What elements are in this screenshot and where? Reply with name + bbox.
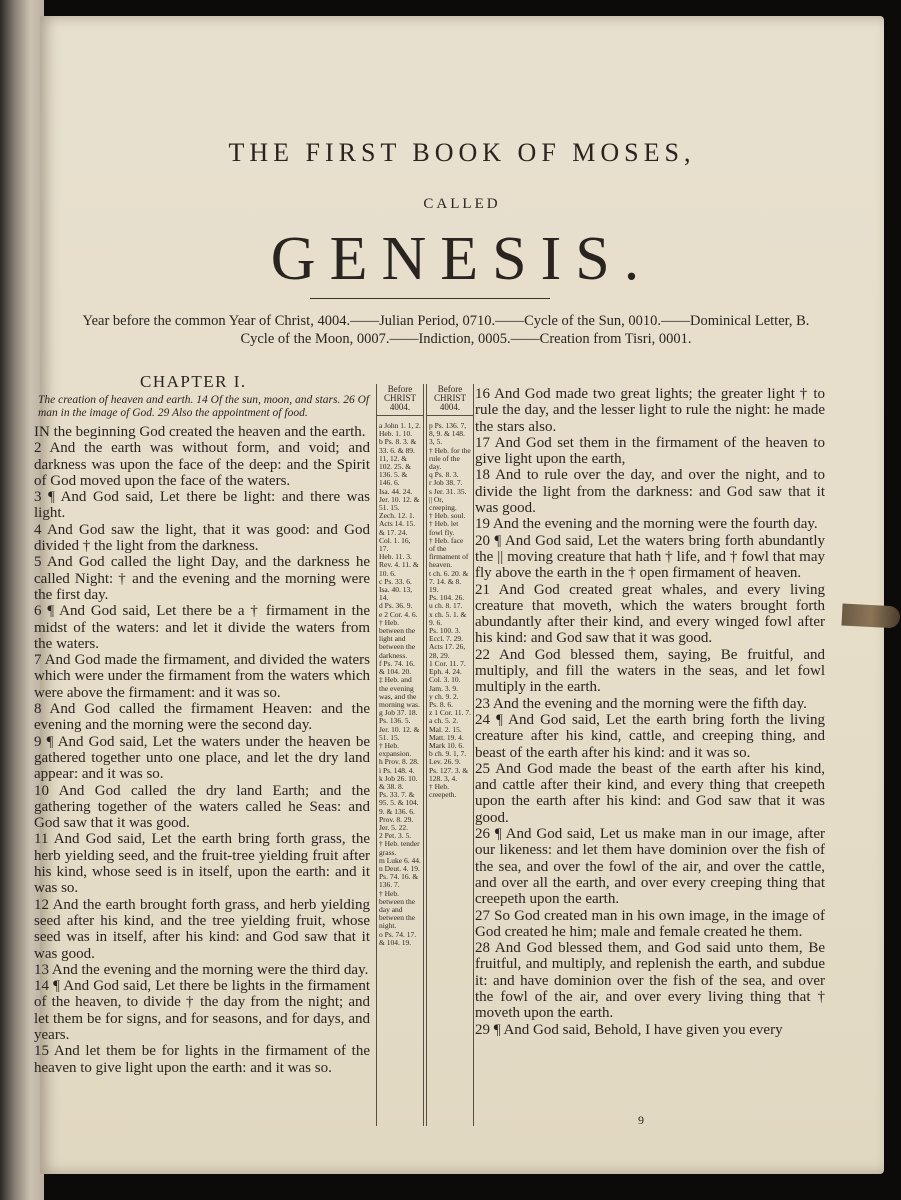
margin-header-word: Before bbox=[437, 384, 463, 394]
margin-reference: p Ps. 136. 7, 8, 9. & 148. 3, 5. bbox=[429, 421, 467, 447]
verse: 14 ¶ And God said, Let there be lights in the firmament of the heaven, to divide † the day from the night; and let them be for signs, and for seasons, and for days, and years. bbox=[34, 978, 370, 1043]
verse: 7 And God made the firmament, and divided the waters which were under the firmament from the waters which were above the firmament: and it was so. bbox=[34, 652, 370, 701]
margin-reference: † Heb. let fowl fly. bbox=[429, 519, 459, 537]
margin-reference: y ch. 9. 2. bbox=[429, 691, 459, 701]
margin-reference: s Jer. 31. 35. bbox=[429, 486, 467, 496]
verse: 23 And the evening and the morning were the fifth day. bbox=[475, 695, 807, 712]
margin-reference: ‡ Heb. and the evening was, and the morning was. bbox=[379, 675, 420, 709]
margin-reference: † Heb. between the day and between the night. bbox=[379, 888, 416, 931]
margin-reference: † Heb. expansion. bbox=[379, 740, 412, 759]
margin-reference: Heb. 11. 3. bbox=[379, 552, 412, 562]
margin-reference: f Ps. 74. 16. & 104. 20. bbox=[379, 658, 415, 677]
verse: 3 ¶ And God said, Let there be light: and there was light. bbox=[34, 489, 370, 522]
verse: 13 And the evening and the morning were the third day. bbox=[34, 961, 369, 978]
verse: 29 ¶ And God said, Behold, I have given you every bbox=[475, 1021, 783, 1038]
page-number: 9 bbox=[638, 1113, 644, 1127]
margin-reference: r Job 38. 7. bbox=[429, 478, 463, 488]
margin-reference: Col. 1. 16, 17. bbox=[379, 535, 411, 554]
verse: 20 ¶ And God said, Let the waters bring forth abundantly the || moving creature that hath † life, and † fowl that may fly above the earth in the † open firmament of heaven. bbox=[475, 532, 825, 582]
margin-reference: o Ps. 74. 17. & 104. 19. bbox=[379, 929, 417, 947]
margin-reference: Prov. 8. 29. bbox=[379, 814, 414, 824]
margin-reference: h Prov. 8. 28. bbox=[379, 757, 419, 767]
chronology-line-2: Cycle of the Moon, 0007.——Indiction, 0005.——Creation from Tisri, 0001. bbox=[240, 331, 692, 347]
margin-reference: † Heb. soul. bbox=[429, 511, 466, 521]
margin-reference: g Job 37. 18. bbox=[379, 708, 418, 718]
margin-reference: Jer. 5. 22. bbox=[379, 822, 408, 832]
margin-reference: t ch. 6. 20. & 7. 14. & 8. 19. bbox=[429, 568, 469, 595]
margin-reference: Mark 10. 6. bbox=[429, 740, 464, 750]
chronology-line-1: Year before the common Year of Christ, 4004.——Julian Period, 0710.——Cycle of the Sun, 0010.——Dominical Letter, B. bbox=[82, 313, 810, 329]
margin-references-column-b bbox=[426, 384, 474, 1126]
left-text-column bbox=[34, 424, 370, 1076]
margin-reference: † Heb. for the rule of the day. bbox=[429, 445, 471, 472]
verse: 18 And to rule over the day, and over the night, and to divide the light from the darkness: and God saw that it was good. bbox=[475, 467, 825, 517]
margin-reference: † Heb. creepeth. bbox=[429, 781, 457, 800]
verse: 12 And the earth brought forth grass, and herb yielding seed after his kind, and the tree yielding fruit, whose seed was in itself, after his kind: and God saw that it was good. bbox=[34, 896, 370, 962]
verse: 5 And God called the light Day, and the darkness he called Night: † and the evening and the morning were the first day. bbox=[34, 554, 370, 603]
margin-reference: q Ps. 8. 3. bbox=[429, 470, 459, 480]
verse: 26 ¶ And God said, Let us make man in our image, after our likeness: and let them have dominion over the fish of the sea, and over the fowl of the air, and over the cattle, and over all the earth, and over every creeping thing that creepeth upon the earth. bbox=[475, 826, 825, 908]
margin-reference: Eph. 4. 24. bbox=[429, 667, 462, 677]
margin-header-word: CHRIST bbox=[383, 393, 416, 403]
margin-reference: m Luke 6. 44. bbox=[379, 855, 421, 865]
right-text-column bbox=[475, 386, 825, 1038]
title-rule bbox=[310, 298, 550, 299]
margin-header-word: 4004. bbox=[389, 402, 411, 412]
verse: 9 ¶ And God said, Let the waters under the heaven be gathered together unto one place, and let the dry land appear: and it was so. bbox=[34, 733, 370, 783]
margin-reference: x ch. 5. 1. & 9. 6. bbox=[429, 609, 467, 627]
margin-reference: Jam. 3. 9. bbox=[429, 683, 458, 693]
verse: 11 And God said, Let the earth bring forth grass, the herb yielding seed, and the fruit-tree yielding fruit after his kind, whose seed is in itself, upon the earth: and it was so. bbox=[34, 831, 370, 897]
margin-reference: Isa. 44. 24. bbox=[379, 486, 413, 496]
margin-reference: a ch. 5. 2. bbox=[429, 716, 459, 726]
margin-header-b bbox=[427, 384, 473, 416]
margin-header-word: 4004. bbox=[439, 402, 461, 412]
margin-reference: Mal. 2. 15. bbox=[429, 724, 462, 734]
verse: 22 And God blessed them, saying, Be fruitful, and multiply, and fill the waters in the seas, and let fowl multiply in the earth. bbox=[475, 646, 825, 696]
margin-reference: a John 1. 1, 2. bbox=[379, 421, 421, 430]
margin-reference: Ps. 33. 7. & 95. 5. & 104. 9. & 136. 6. bbox=[379, 790, 419, 816]
book-title: GENESIS. bbox=[270, 225, 654, 293]
margin-reference: Zech. 12. 1. bbox=[379, 511, 415, 521]
margin-reference: 2 Pet. 3. 5. bbox=[379, 831, 412, 841]
verse: 6 ¶ And God said, Let there be a † firmament in the midst of the waters: and let it divide the waters from the waters. bbox=[34, 603, 370, 652]
margin-reference: c Ps. 33. 6. bbox=[379, 576, 412, 586]
verse: 10 And God called the dry land Earth; and the gathering together of the waters called he Seas: and God saw that it was good. bbox=[34, 782, 370, 832]
verse: 4 And God saw the light, that it was good: and God divided † the light from the darkness. bbox=[34, 521, 370, 555]
margin-reference: Ps. 8. 6. bbox=[429, 699, 453, 709]
margin-reference: Isa. 40. 13, 14. bbox=[379, 585, 413, 603]
margin-header-word: CHRIST bbox=[433, 393, 466, 403]
margin-reference: Heb. 1. 10. bbox=[379, 429, 413, 439]
margin-reference: n Deut. 4. 19. bbox=[379, 863, 420, 873]
margin-reference: Lev. 26. 9. bbox=[429, 757, 461, 767]
margin-reference: Ps. 104. 26. bbox=[429, 593, 465, 603]
margin-reference: b ch. 9. 1, 7. bbox=[429, 749, 467, 759]
margin-reference: Acts 14. 15. & 17. 24. bbox=[379, 519, 416, 537]
margin-reference: i Ps. 148. 4. bbox=[379, 765, 415, 775]
margin-reference: Ps. 136. 5. bbox=[379, 716, 411, 726]
chronology bbox=[36, 312, 856, 348]
verse: 17 And God set them in the firmament of the heaven to give light upon the earth, bbox=[475, 434, 825, 468]
margin-reference: Rev. 4. 11. & 10. 6. bbox=[379, 560, 419, 578]
margin-refs-b bbox=[429, 422, 471, 799]
margin-reference: Ps. 100. 3. bbox=[429, 626, 461, 636]
title-line-1: THE FIRST BOOK OF MOSES, bbox=[228, 138, 696, 167]
margin-reference: b Ps. 8. 3. & 33. 6. & 89. 11, 12. & 102. 25. & 136. 5. & 146. 6. bbox=[379, 437, 417, 488]
margin-references-column-a bbox=[376, 384, 424, 1126]
margin-reference: Acts 17. 26, 28, 29. bbox=[429, 642, 466, 660]
bookmark-ribbon bbox=[841, 603, 900, 628]
margin-reference: e 2 Cor. 4. 6. bbox=[379, 609, 418, 619]
verse: 24 ¶ And God said, Let the earth bring forth the living creature after his kind, cattle, and creeping thing, and beast of the earth after his kind: and it was so. bbox=[475, 711, 825, 761]
margin-reference: † Heb. between the light and between the darkness. bbox=[379, 617, 416, 660]
margin-reference: † Heb. face of the firmament of heaven. bbox=[429, 535, 469, 570]
margin-reference: Ps. 74. 16. & 136. 7. bbox=[379, 872, 419, 890]
margin-reference: || Or, creeping. bbox=[429, 494, 457, 513]
margin-reference: Eccl. 7. 29. bbox=[429, 634, 463, 644]
verse: IN the beginning God created the heaven and the earth. bbox=[34, 424, 366, 440]
book-page bbox=[34, 16, 884, 1174]
chapter-heading: CHAPTER I. bbox=[140, 372, 247, 391]
verse: 25 And God made the beast of the earth after his kind, and cattle after their kind, and every thing that creepeth upon the earth after his kind: and God saw that it was good. bbox=[475, 760, 825, 826]
margin-reference: u ch. 8. 17. bbox=[429, 601, 463, 611]
verse: 8 And God called the firmament Heaven: and the evening and the morning were the second day. bbox=[34, 701, 370, 734]
verse: 19 And the evening and the morning were the fourth day. bbox=[475, 516, 818, 533]
margin-reference: Jer. 10. 12. & 51. 15. bbox=[379, 494, 420, 513]
verse: 15 And let them be for lights in the firmament of the heaven to give light upon the earth: and it was so. bbox=[34, 1043, 370, 1076]
margin-reference: † Heb. tender grass. bbox=[379, 839, 420, 857]
verse: 16 And God made two great lights; the greater light † to rule the day, and the lesser light to rule the night: he made the stars also. bbox=[475, 386, 825, 435]
verse: 2 And the earth was without form, and void; and darkness was upon the face of the deep: and the Spirit of God moved upon the face of the waters. bbox=[34, 440, 370, 489]
margin-reference: k Job 26. 10. & 38. 8. bbox=[379, 773, 418, 791]
margin-reference: z 1 Cor. 11. 7. bbox=[429, 708, 472, 718]
verse: 27 So God created man in his own image, in the image of God created he him; male and female created he them. bbox=[475, 907, 825, 940]
margin-reference: Jer. 10. 12. & 51. 15. bbox=[379, 724, 420, 742]
margin-reference: d Ps. 36. 9. bbox=[379, 601, 413, 611]
margin-header-a bbox=[377, 384, 423, 416]
margin-reference: Ps. 127. 3. & 128. 3, 4. bbox=[429, 765, 469, 783]
margin-refs-a bbox=[379, 422, 421, 947]
title-line-2: CALLED bbox=[423, 196, 501, 212]
margin-reference: Matt. 19. 4. bbox=[429, 732, 464, 742]
margin-reference: 1 Cor. 11. 7. bbox=[429, 658, 466, 668]
verse: 21 And God created great whales, and every living creature that moveth, which the waters brought forth abundantly after their kind, and every winged fowl after his kind: and God saw that it was good. bbox=[475, 581, 825, 647]
margin-reference: Col. 3. 10. bbox=[429, 675, 461, 685]
chapter-summary: The creation of heaven and earth. 14 Of the sun, moon, and stars. 26 Of man in the image of God. 29 Also the appointment of food. bbox=[38, 394, 370, 419]
margin-header-word: Before bbox=[387, 384, 413, 394]
verse: 28 And God blessed them, and God said unto them, Be fruitful, and multiply, and replenish the earth, and subdue it: and have dominion over the fish of the sea, and over the fowl of the air, and over every living thing that † moveth upon the earth. bbox=[475, 940, 825, 1022]
